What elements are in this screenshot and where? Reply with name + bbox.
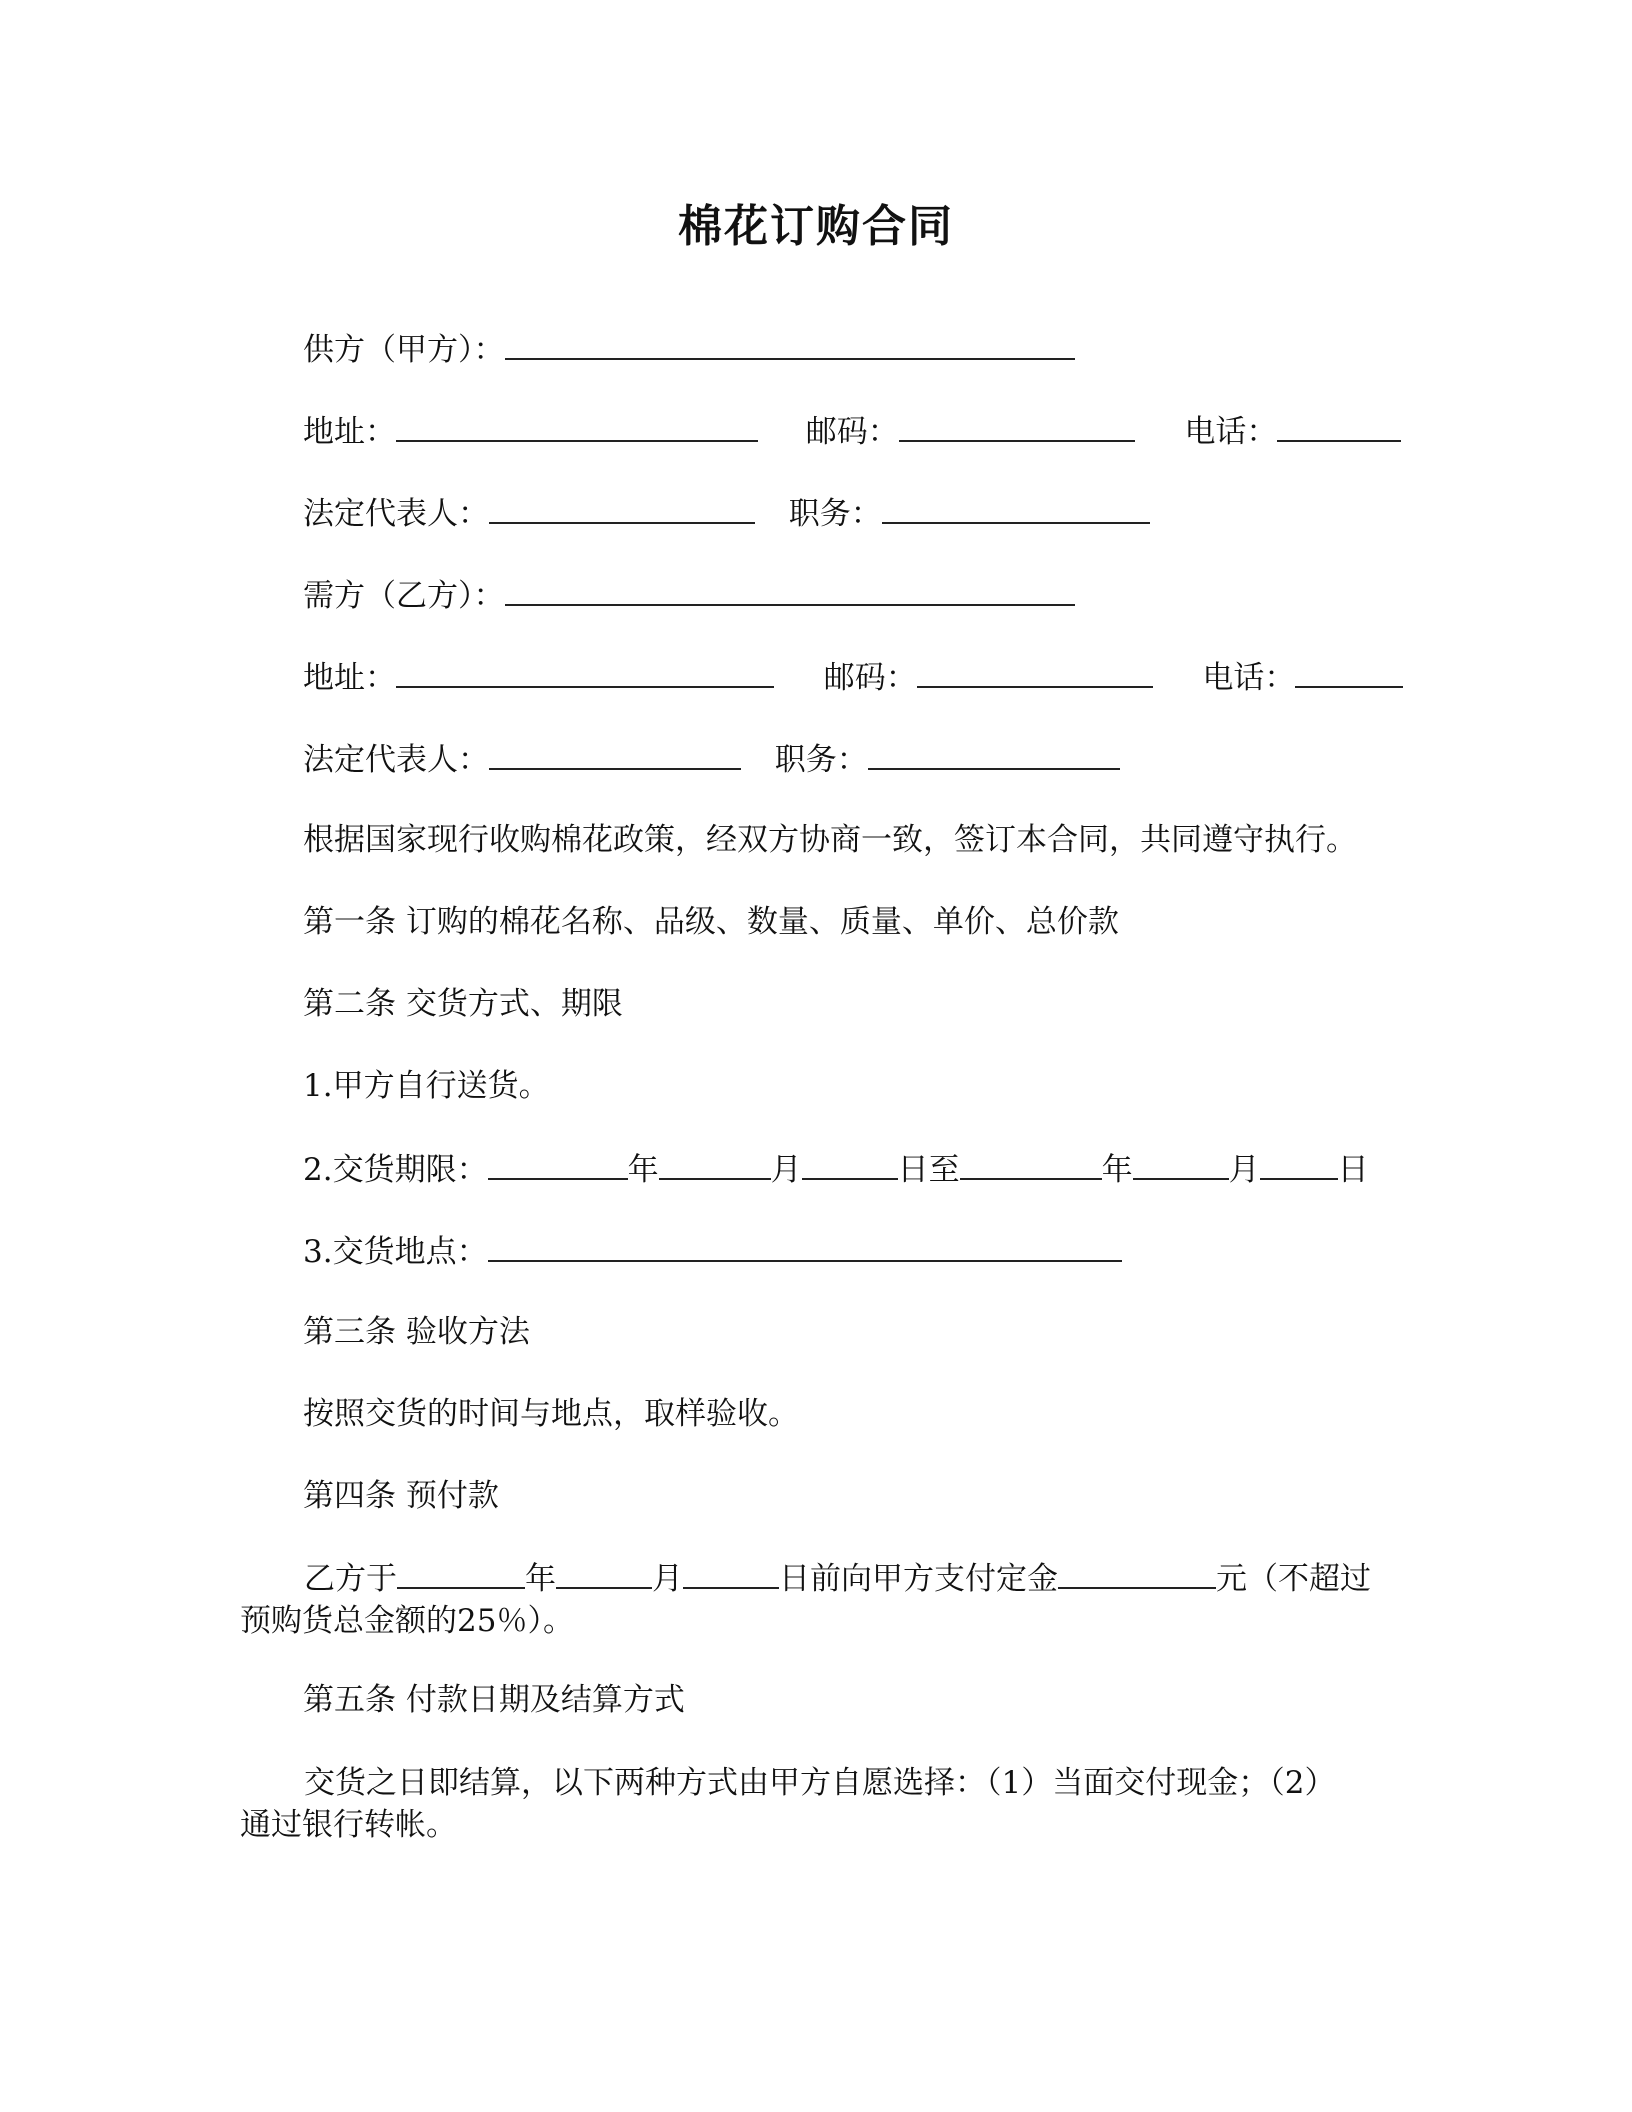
party-a-rep-blank[interactable]: [489, 492, 755, 524]
intro-text: 根据国家现行收购棉花政策，经双方协商一致，签订本合同，共同遵守执行。: [303, 822, 1357, 858]
art4-part1: 乙方于: [304, 1561, 397, 1597]
party-b-phone-blank[interactable]: [1295, 656, 1403, 688]
deposit-year-blank[interactable]: [397, 1557, 525, 1589]
article-2-item-2: [303, 1148, 1369, 1190]
art4-year: 年: [525, 1561, 556, 1597]
article-2-item-3: [303, 1230, 1122, 1272]
end-month-blank[interactable]: [1133, 1148, 1229, 1180]
party-b-rep-line: [303, 738, 1120, 780]
art4-part3: 元（不超过: [1216, 1561, 1371, 1597]
delivery-period-label: 2.交货期限：: [303, 1152, 488, 1188]
party-a-label: 供方（甲方）：: [303, 332, 505, 368]
party-b-position-blank[interactable]: [868, 738, 1120, 770]
party-b-line: [303, 574, 1075, 616]
party-a-address-blank[interactable]: [396, 410, 758, 442]
article-3-text: 按照交货的时间与地点，取样验收。: [303, 1396, 799, 1432]
article-4-heading: 第四条 预付款: [303, 1478, 499, 1514]
party-a-address-label: 地址：: [303, 414, 396, 450]
day-to-label: 日至: [897, 1152, 960, 1188]
end-year-blank[interactable]: [960, 1148, 1102, 1180]
art5-part1: 交货之日即结算，以下两种方式由甲方自愿选择：（1）当面交付现金；（2）: [304, 1765, 1336, 1801]
party-a-position-blank[interactable]: [882, 492, 1150, 524]
party-b-address-blank[interactable]: [396, 656, 774, 688]
party-b-label: 需方（乙方）：: [303, 578, 505, 614]
party-a-phone-blank[interactable]: [1277, 410, 1401, 442]
party-b-postcode-label: 邮码：: [823, 660, 917, 696]
party-b-position-label: 职务：: [774, 742, 868, 778]
article-3-heading: 第三条 验收方法: [303, 1314, 530, 1350]
party-b-rep-label: 法定代表人：: [303, 742, 489, 778]
party-a-address-line: [303, 410, 1401, 452]
party-b-rep-blank[interactable]: [489, 738, 741, 770]
year-label: 年: [1101, 1152, 1133, 1188]
month-label: 月: [770, 1152, 802, 1188]
delivery-place-blank[interactable]: [488, 1230, 1122, 1262]
party-b-name-blank[interactable]: [505, 574, 1075, 606]
delivery-place-label: 3.交货地点：: [303, 1234, 488, 1270]
deposit-amount-blank[interactable]: [1058, 1557, 1216, 1589]
year-label: 年: [627, 1152, 659, 1188]
party-b-address-line: [303, 656, 1403, 698]
party-a-rep-line: [303, 492, 1150, 534]
article-4-text: [240, 1557, 1382, 1642]
party-a-name-blank[interactable]: [505, 328, 1075, 360]
party-a-postcode-blank[interactable]: [899, 410, 1135, 442]
day-label: 日: [1337, 1152, 1369, 1188]
deposit-month-blank[interactable]: [556, 1557, 652, 1589]
month-label: 月: [1228, 1152, 1260, 1188]
deposit-day-blank[interactable]: [683, 1557, 779, 1589]
end-day-blank[interactable]: [1260, 1148, 1338, 1180]
article-1-heading: 第一条 订购的棉花名称、品级、数量、质量、单价、总价款: [303, 904, 1119, 940]
start-day-blank[interactable]: [802, 1148, 898, 1180]
start-year-blank[interactable]: [488, 1148, 628, 1180]
article-5-text: [240, 1762, 1382, 1846]
party-b-phone-label: 电话：: [1202, 660, 1296, 696]
article-2-heading: 第二条 交货方式、期限: [303, 986, 623, 1022]
art4-month: 月: [652, 1561, 683, 1597]
art4-part2: 日前向甲方支付定金: [779, 1561, 1058, 1597]
article-2-item-1: 1.甲方自行送货。: [303, 1068, 550, 1104]
party-b-address-label: 地址：: [303, 660, 396, 696]
art4-part4: 预购货总金额的25％）。: [240, 1603, 574, 1639]
party-b-postcode-blank[interactable]: [917, 656, 1153, 688]
start-month-blank[interactable]: [659, 1148, 771, 1180]
party-a-postcode-label: 邮码：: [805, 414, 899, 450]
party-a-rep-label: 法定代表人：: [303, 496, 489, 532]
document-title: 棉花订购合同: [678, 201, 954, 252]
party-a-line: [303, 328, 1075, 370]
article-5-heading: 第五条 付款日期及结算方式: [303, 1682, 685, 1718]
art5-part2: 通过银行转帐。: [240, 1807, 457, 1843]
party-a-position-label: 职务：: [788, 496, 882, 532]
party-a-phone-label: 电话：: [1184, 414, 1278, 450]
